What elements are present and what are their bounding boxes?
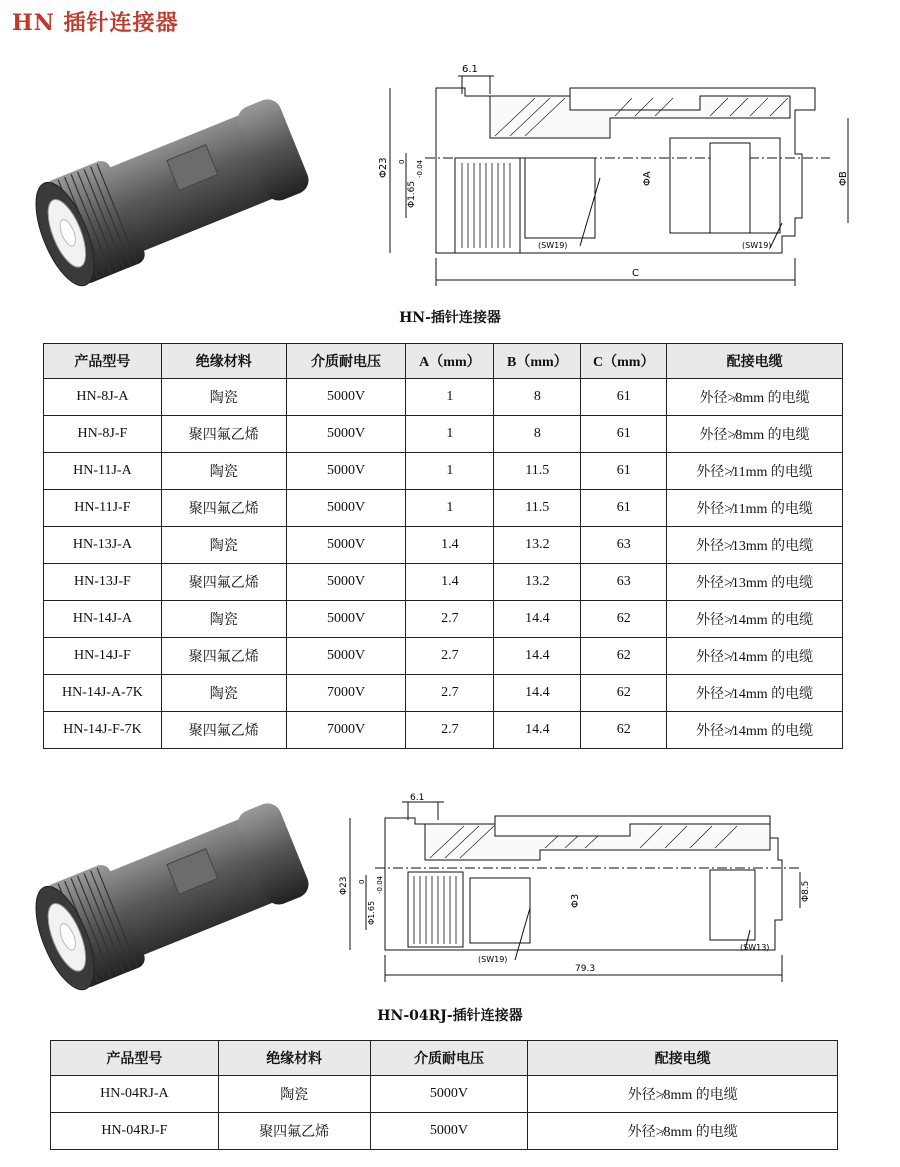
- table-cell: 聚四氟乙烯: [161, 490, 286, 527]
- page-title: HN 插针连接器: [12, 10, 179, 36]
- col-header: 绝缘材料: [161, 344, 286, 379]
- table-cell: 外径≯13mm 的电缆: [667, 527, 843, 564]
- col-header: 产品型号: [51, 1041, 219, 1076]
- table-cell: 外径≯8mm 的电缆: [528, 1076, 838, 1113]
- table-cell: 聚四氟乙烯: [161, 638, 286, 675]
- table-header-row: [51, 1041, 838, 1076]
- spec-table-1: [43, 343, 843, 749]
- dim-b-label: ΦB: [838, 171, 849, 186]
- table-cell: HN-14J-F: [44, 638, 162, 675]
- table-cell: 5000V: [286, 601, 406, 638]
- table-cell: 聚四氟乙烯: [161, 416, 286, 453]
- table-cell: 外径≯13mm 的电缆: [667, 564, 843, 601]
- col-header: 产品型号: [44, 344, 162, 379]
- table-cell: 陶瓷: [161, 527, 286, 564]
- table-cell: 61: [581, 490, 667, 527]
- table-row: [51, 1076, 838, 1113]
- dim-c-label: 79.3: [575, 964, 596, 974]
- dim-a-label: ΦA: [642, 171, 653, 186]
- table-cell: 外径≯14mm 的电缆: [667, 601, 843, 638]
- section2-caption: HN-04RJ-插针连接器: [377, 1008, 523, 1024]
- dim-pin-tol-lower: -0.04: [376, 875, 384, 894]
- table-cell: 1.4: [406, 564, 494, 601]
- table-cell: 2.7: [406, 601, 494, 638]
- table-cell: HN-14J-F-7K: [44, 712, 162, 749]
- col-header: A（mm）: [406, 344, 494, 379]
- table-cell: 13.2: [494, 564, 581, 601]
- connector-drawing-1: [370, 58, 870, 293]
- table-cell: 62: [581, 601, 667, 638]
- table-cell: HN-04RJ-F: [51, 1113, 219, 1150]
- dim-c-label: C: [632, 268, 639, 279]
- table-cell: 1: [406, 453, 494, 490]
- table-cell: 61: [581, 379, 667, 416]
- table-cell: 62: [581, 638, 667, 675]
- table-cell: 聚四氟乙烯: [161, 564, 286, 601]
- sw-right-label: (SW13): [740, 943, 770, 952]
- dim-pin-tol-upper: 0: [398, 159, 406, 164]
- table-cell: 11.5: [494, 490, 581, 527]
- table-cell: 5000V: [286, 638, 406, 675]
- table-cell: 63: [581, 564, 667, 601]
- table-cell: 5000V: [286, 490, 406, 527]
- sw-left-label: (SW19): [538, 241, 568, 250]
- dim-outer-label: Φ23: [378, 157, 389, 178]
- table-cell: 2.7: [406, 638, 494, 675]
- table-cell: 聚四氟乙烯: [161, 712, 286, 749]
- table-cell: HN-11J-A: [44, 453, 162, 490]
- table-cell: HN-8J-A: [44, 379, 162, 416]
- sw-right-label: (SW19): [742, 241, 772, 250]
- col-header: 配接电缆: [528, 1041, 838, 1076]
- table-cell: 14.4: [494, 638, 581, 675]
- table-cell: 1: [406, 379, 494, 416]
- connector-render-2: [30, 792, 330, 1002]
- table-cell: 2.7: [406, 675, 494, 712]
- table-header-row: [44, 344, 843, 379]
- table-cell: 5000V: [286, 564, 406, 601]
- dim-top-label: 6.1: [410, 793, 425, 803]
- table-cell: 外径≯14mm 的电缆: [667, 638, 843, 675]
- spec-table-2: [50, 1040, 838, 1150]
- table-cell: 62: [581, 675, 667, 712]
- section1-caption: HN-插针连接器: [399, 310, 501, 326]
- dim-b-label: Φ8.5: [801, 880, 811, 902]
- table-row: [44, 564, 843, 601]
- table-cell: 61: [581, 453, 667, 490]
- connector-drawing-2: [330, 790, 820, 985]
- table-cell: 陶瓷: [161, 453, 286, 490]
- table-cell: 5000V: [286, 379, 406, 416]
- table-cell: 7000V: [286, 675, 406, 712]
- table-cell: 5000V: [370, 1113, 528, 1150]
- table-cell: 外径≯14mm 的电缆: [667, 675, 843, 712]
- table-cell: 63: [581, 527, 667, 564]
- table-cell: 5000V: [286, 527, 406, 564]
- table-cell: 11.5: [494, 453, 581, 490]
- table-cell: 陶瓷: [161, 379, 286, 416]
- table-cell: 1: [406, 416, 494, 453]
- table-row: [44, 490, 843, 527]
- table-cell: 5000V: [286, 416, 406, 453]
- table-cell: 14.4: [494, 675, 581, 712]
- dim-outer-label: Φ23: [339, 876, 349, 895]
- table-cell: HN-8J-F: [44, 416, 162, 453]
- table-cell: 5000V: [370, 1076, 528, 1113]
- table-cell: 外径≯8mm 的电缆: [667, 416, 843, 453]
- col-header: 介质耐电压: [370, 1041, 528, 1076]
- table-cell: HN-13J-A: [44, 527, 162, 564]
- table-cell: 聚四氟乙烯: [218, 1113, 370, 1150]
- table-cell: 1: [406, 490, 494, 527]
- table-cell: 14.4: [494, 712, 581, 749]
- table-cell: 61: [581, 416, 667, 453]
- table-cell: 外径≯8mm 的电缆: [667, 379, 843, 416]
- col-header: 绝缘材料: [218, 1041, 370, 1076]
- table-cell: 62: [581, 712, 667, 749]
- table-cell: HN-14J-A-7K: [44, 675, 162, 712]
- table-row: [44, 601, 843, 638]
- table-cell: 外径≯14mm 的电缆: [667, 712, 843, 749]
- col-header: B（mm）: [494, 344, 581, 379]
- dim-pin-tol-upper: 0: [358, 879, 366, 884]
- table-cell: 5000V: [286, 453, 406, 490]
- table-cell: HN-04RJ-A: [51, 1076, 219, 1113]
- table-row: [44, 712, 843, 749]
- table-row: [44, 527, 843, 564]
- table-cell: 2.7: [406, 712, 494, 749]
- dim-pin-label: Φ1.65: [367, 900, 376, 925]
- table-cell: 1.4: [406, 527, 494, 564]
- table-cell: 陶瓷: [161, 675, 286, 712]
- table-row: [44, 416, 843, 453]
- table-row: [44, 453, 843, 490]
- dim-top-label: 6.1: [462, 64, 478, 75]
- dim-pin-label: Φ1.65: [407, 180, 417, 208]
- dim-a-label: Φ3: [570, 893, 581, 908]
- table-cell: 13.2: [494, 527, 581, 564]
- col-header: 配接电缆: [667, 344, 843, 379]
- table-cell: HN-13J-F: [44, 564, 162, 601]
- table-cell: 陶瓷: [218, 1076, 370, 1113]
- table-cell: 陶瓷: [161, 601, 286, 638]
- table-cell: HN-11J-F: [44, 490, 162, 527]
- table-cell: 14.4: [494, 601, 581, 638]
- table-cell: 8: [494, 379, 581, 416]
- table-cell: 外径≯11mm 的电缆: [667, 453, 843, 490]
- dim-pin-tol-lower: -0.04: [416, 159, 424, 178]
- table-row: [51, 1113, 838, 1150]
- col-header: C（mm）: [581, 344, 667, 379]
- table-cell: 8: [494, 416, 581, 453]
- table-cell: 外径≯8mm 的电缆: [528, 1113, 838, 1150]
- sw-left-label: (SW19): [478, 955, 508, 964]
- table-row: [44, 638, 843, 675]
- table-row: [44, 379, 843, 416]
- connector-render-1: [30, 88, 330, 298]
- table-row: [44, 675, 843, 712]
- table-cell: HN-14J-A: [44, 601, 162, 638]
- table-cell: 外径≯11mm 的电缆: [667, 490, 843, 527]
- col-header: 介质耐电压: [286, 344, 406, 379]
- table-cell: 7000V: [286, 712, 406, 749]
